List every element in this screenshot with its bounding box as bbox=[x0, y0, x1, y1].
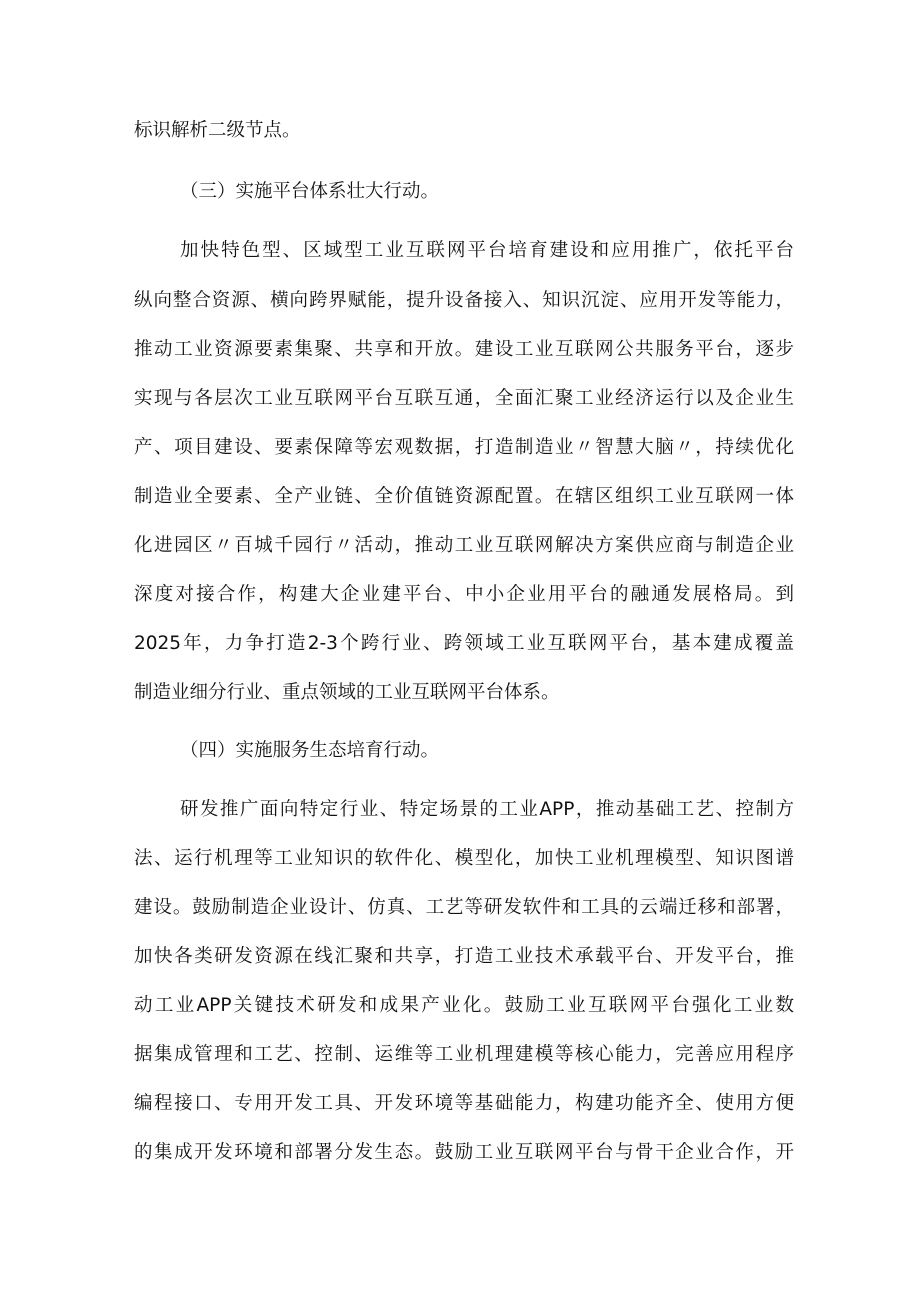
paragraph-line: 深度对接合作，构建大企业建平台、中小企业用平台的融通发展格局。到 bbox=[134, 584, 794, 605]
paragraph-line: 法、运行机理等工业知识的软件化、模型化，加快工业机理模型、知识图谱 bbox=[134, 848, 794, 869]
paragraph-line: 加快各类研发资源在线汇聚和共享，打造工业技术承载平台、开发平台，推 bbox=[134, 946, 794, 967]
paragraph-line: 实现与各层次工业互联网平台互联互通，全面汇聚工业经济运行以及企业生 bbox=[134, 388, 794, 409]
text-line: 标识解析二级节点。 bbox=[134, 120, 301, 141]
paragraph-line: 加快特色型、区域型工业互联网平台培育建设和应用推广，依托平台 bbox=[180, 240, 794, 261]
paragraph-line: 编程接口、专用开发工具、开发环境等基础能力，构建功能齐全、使用方便 bbox=[134, 1093, 794, 1114]
paragraph-line: 建设。鼓励制造企业设计、仿真、工艺等研发软件和工具的云端迁移和部署， bbox=[134, 897, 794, 918]
paragraph-line: 推动工业资源要素集聚、共享和开放。建设工业互联网公共服务平台，逐步 bbox=[134, 339, 794, 360]
paragraph-line: 2025年，力争打造2-3个跨行业、跨领域工业互联网平台，基本建成覆盖 bbox=[134, 633, 794, 654]
paragraph-line: 据集成管理和工艺、控制、运维等工业机理建模等核心能力，完善应用程序 bbox=[134, 1044, 794, 1065]
section-heading-4: （四）实施服务生态培育行动。 bbox=[180, 740, 440, 761]
paragraph-line: 化进园区〃百城千园行〃活动，推动工业互联网解决方案供应商与制造企业 bbox=[134, 535, 794, 556]
section-heading-3: （三）实施平台体系壮大行动。 bbox=[180, 181, 440, 202]
paragraph-line: 的集成开发环境和部署分发生态。鼓励工业互联网平台与骨干企业合作，开 bbox=[134, 1142, 794, 1163]
paragraph-line: 产、项目建设、要素保障等宏观数据，打造制造业〃智慧大脑〃，持续优化 bbox=[134, 437, 794, 458]
paragraph-line: 纵向整合资源、横向跨界赋能，提升设备接入、知识沉淀、应用开发等能力， bbox=[134, 290, 794, 311]
paragraph-line: 动工业APP关键技术研发和成果产业化。鼓励工业互联网平台强化工业数 bbox=[134, 995, 794, 1016]
paragraph-line: 制造业细分行业、重点领域的工业互联网平台体系。 bbox=[134, 682, 560, 703]
paragraph-line: 研发推广面向特定行业、特定场景的工业APP，推动基础工艺、控制方 bbox=[180, 799, 794, 820]
paragraph-line: 制造业全要素、全产业链、全价值链资源配置。在辖区组织工业互联网一体 bbox=[134, 486, 794, 507]
